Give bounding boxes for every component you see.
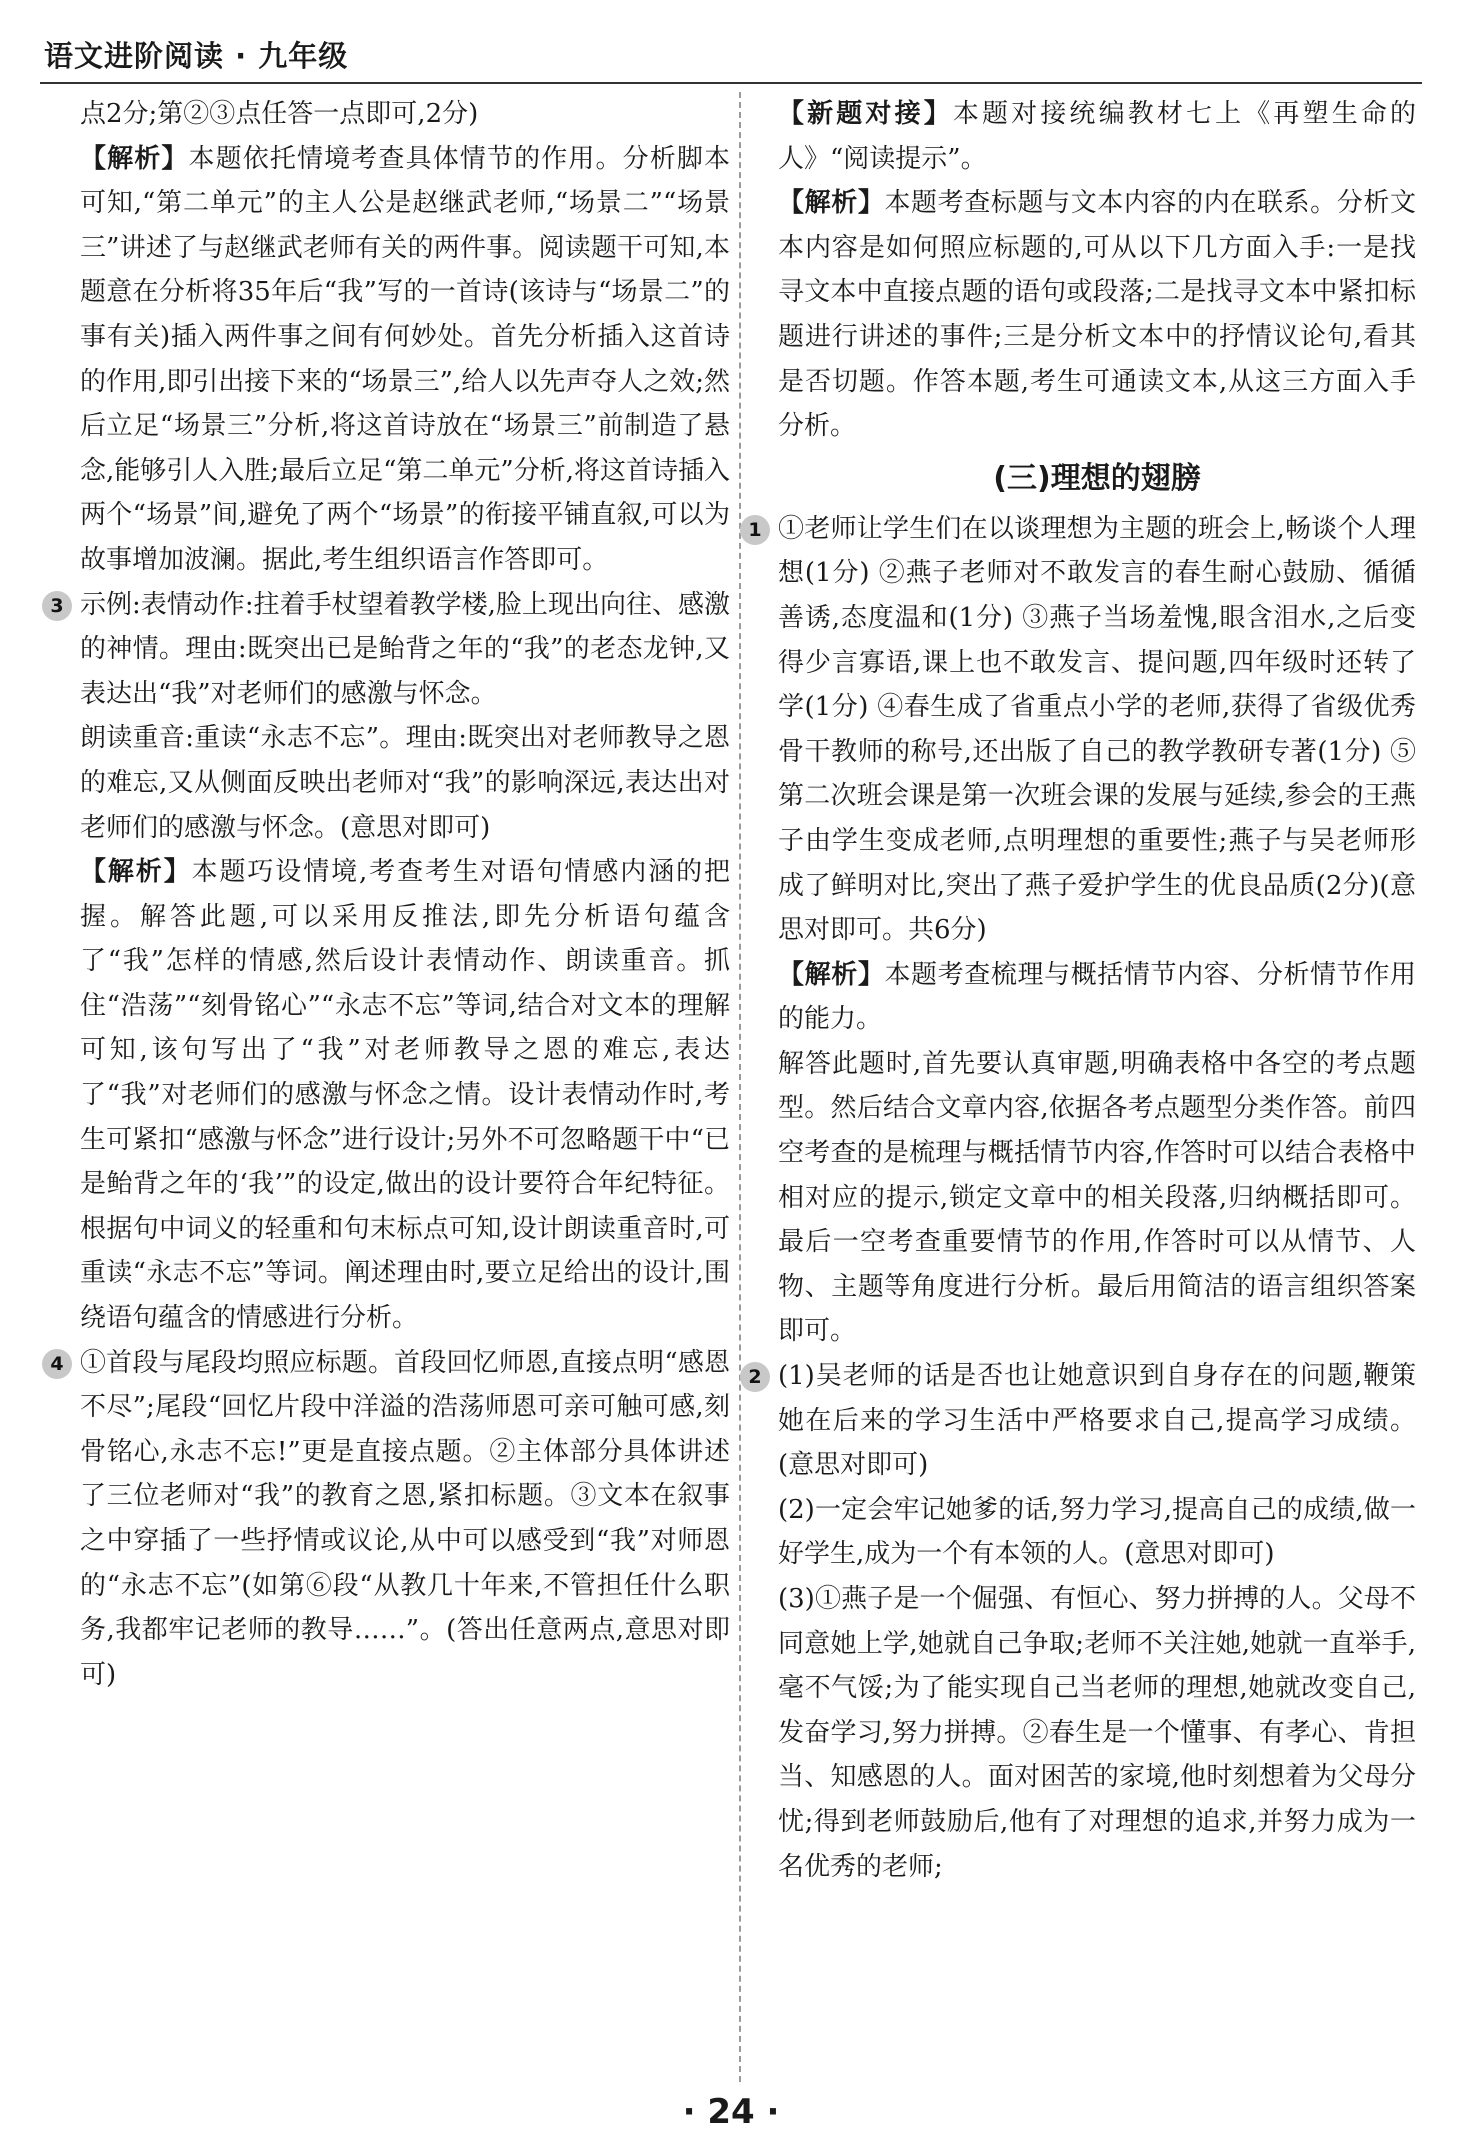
question-3-answer <box>50 583 730 717</box>
analysis-paragraph <box>778 953 1416 1042</box>
question-number-badge: 1 <box>740 515 770 545</box>
analysis-text: 本题考查梳理与概括情节内容、分析情节作用的能力。 <box>778 959 1416 1035</box>
answer-text: (2)一定会牢记她爹的话,努力学习,提高自己的成绩,做一好学生,成为一个有本领的人。(意思对即可) <box>778 1494 1416 1570</box>
question-1-answer <box>748 507 1416 953</box>
analysis-paragraph <box>80 137 730 583</box>
answer-text: (1)吴老师的话是否也让她意识到自身存在的问题,鞭策她在后来的学习生活中严格要求自己,提高学习成绩。(意思对即可) <box>778 1361 1416 1481</box>
analysis-paragraph <box>80 850 730 1341</box>
analysis-paragraph <box>778 181 1416 449</box>
answer-text: 朗读重音:重读“永志不忘”。理由:既突出对老师教导之恩的难忘,又从侧面反映出老师对“我”的影响深远,表达出对老师们的感激与怀念。(意思对即可) <box>80 723 730 843</box>
answer-text: ①首段与尾段均照应标题。首段回忆师恩,直接点明“感恩不尽”;尾段“回忆片段中洋溢的浩荡师恩可亲可触可感,刻骨铭心,永志不忘!”更是直接点题。②主体部分具体讲述了三位老师对“我”的教育之恩,紧扣标题。③文本在叙事之中穿插了一些抒情或议论,从中可以感受到“我”对师恩的“永志不忘”(如第⑥段“从教几十年来,不管担任什么职务,我都牢记老师的教导……”。(答出任意两点,意思对即可) <box>80 1347 730 1690</box>
left-column <box>50 92 730 1697</box>
question-number-badge: 4 <box>42 1349 72 1379</box>
answer-text: 示例:表情动作:拄着手杖望着教学楼,脸上现出向往、感激的神情。理由:既突出已是鲐背之年的“我”的老态龙钟,又表达出“我”对老师们的感激与怀念。 <box>80 589 730 709</box>
new-question-tag: 【新题对接】 <box>778 99 953 129</box>
analysis-tag: 【解析】 <box>778 188 885 219</box>
new-question-text: 本题对接统编教材七上《再塑生命的人》“阅读提示”。 <box>778 99 1416 174</box>
new-question-link <box>778 92 1416 181</box>
column-divider <box>739 92 741 2082</box>
answer-text: (3)①燕子是一个倔强、有恒心、努力拼搏的人。父母不同意她上学,她就自己争取;老师不关注她,她就一直举手,毫不气馁;为了能实现自己当老师的理想,她就改变自己,发奋学习,努力拼搏。②春生是一个懂事、有孝心、肯担当、知感恩的人。面对困苦的家境,他时刻想着为父母分忧;得到老师鼓励后,他有了对理想的追求,并努力成为一名优秀的老师; <box>778 1584 1416 1882</box>
question-4-answer <box>50 1341 730 1698</box>
question-2-answer <box>748 1354 1416 1488</box>
analysis-tag: 【解析】 <box>778 959 885 990</box>
right-column <box>748 92 1416 1889</box>
book-title: 语文进阶阅读 · 九年级 <box>44 39 349 73</box>
question-number-badge: 2 <box>740 1362 770 1392</box>
answer-tail: 点2分;第②③点任答一点即可,2分) <box>80 99 479 129</box>
analysis-text: 本题依托情境考查具体情节的作用。分析脚本可知,“第二单元”的主人公是赵继武老师,“场景二”“场景三”讲述了与赵继武老师有关的两件事。阅读题干可知,本题意在分析将35年后“我”写的一首诗(该诗与“场景二”的事有关)插入两件事之间有何妙处。首先分析插入这首诗的作用,即引出接下来的“场景三”,给人以先声夺人之效;然后立足“场景三”分析,将这首诗放在“场景三”前制造了悬念,能够引人入胜;最后立足“第二单元”分析,将这首诗插入两个“场景”间,避免了两个“场景”的衔接平铺直叙,可以为故事增加波澜。据此,考生组织语言作答即可。 <box>80 143 730 575</box>
answer-text: ①老师让学生们在以谈理想为主题的班会上,畅谈个人理想(1分) ②燕子老师对不敢发言的春生耐心鼓励、循循善诱,态度温和(1分) ③燕子当场羞愧,眼含泪水,之后变得少言寡语,课上也不敢发言、提问题,四年级时还转了学(1分) ④春生成了省重点小学的老师,获得了省级优秀骨干教师的称号,还出版了自己的教学教研专著(1分) ⑤第二次班会课是第一次班会课的发展与延续,参会的王燕子由学生变成老师,点明理想的重要性;燕子与吴老师形成了鲜明对比,突出了燕子爱护学生的优良品质(2分)(意思对即可。共6分) <box>778 513 1416 946</box>
page-number: · 24 · <box>682 2092 780 2132</box>
header-rule <box>40 82 1422 84</box>
analysis-text: 解答此题时,首先要认真审题,明确表格中各空的考点题型。然后结合文章内容,依据各考点题型分类作答。前四空考查的是梳理与概括情节内容,作答时可以结合表格中相对应的提示,锁定文章中的相关段落,归纳概括即可。最后一空考查重要情节的作用,作答时可以从情节、人物、主题等角度进行分析。最后用简洁的语言组织答案即可。 <box>778 1048 1416 1347</box>
section-title: (三)理想的翅膀 <box>993 460 1201 496</box>
analysis-text: 本题考查标题与文本内容的内在联系。分析文本内容是如何照应标题的,可从以下几方面入手:一是找寻文本中直接点题的语句或段落;二是找寻文本中紧扣标题进行讲述的事件;三是分析文本中的抒情议论句,看其是否切题。作答本题,考生可通读文本,从这三方面入手分析。 <box>778 188 1416 442</box>
question-number-badge: 3 <box>42 591 72 621</box>
analysis-text: 本题巧设情境,考查考生对语句情感内涵的把握。解答此题,可以采用反推法,即先分析语句蕴含了“我”怎样的情感,然后设计表情动作、朗读重音。抓住“浩荡”“刻骨铭心”“永志不忘”等词,结合对文本的理解可知,该句写出了“我”对老师教导之恩的难忘,表达了“我”对老师们的感激与怀念之情。设计表情动作时,考生可紧扣“感激与怀念”进行设计;另外不可忽略题干中“已是鲐背之年的‘我’”的设定,做出的设计要符合年纪特征。根据句中词义的轻重和句末标点可知,设计朗读重音时,可重读“永志不忘”等词。阐述理由时,要立足给出的设计,围绕语句蕴含的情感进行分析。 <box>80 857 730 1334</box>
analysis-tag: 【解析】 <box>80 857 192 888</box>
analysis-tag: 【解析】 <box>80 143 189 174</box>
